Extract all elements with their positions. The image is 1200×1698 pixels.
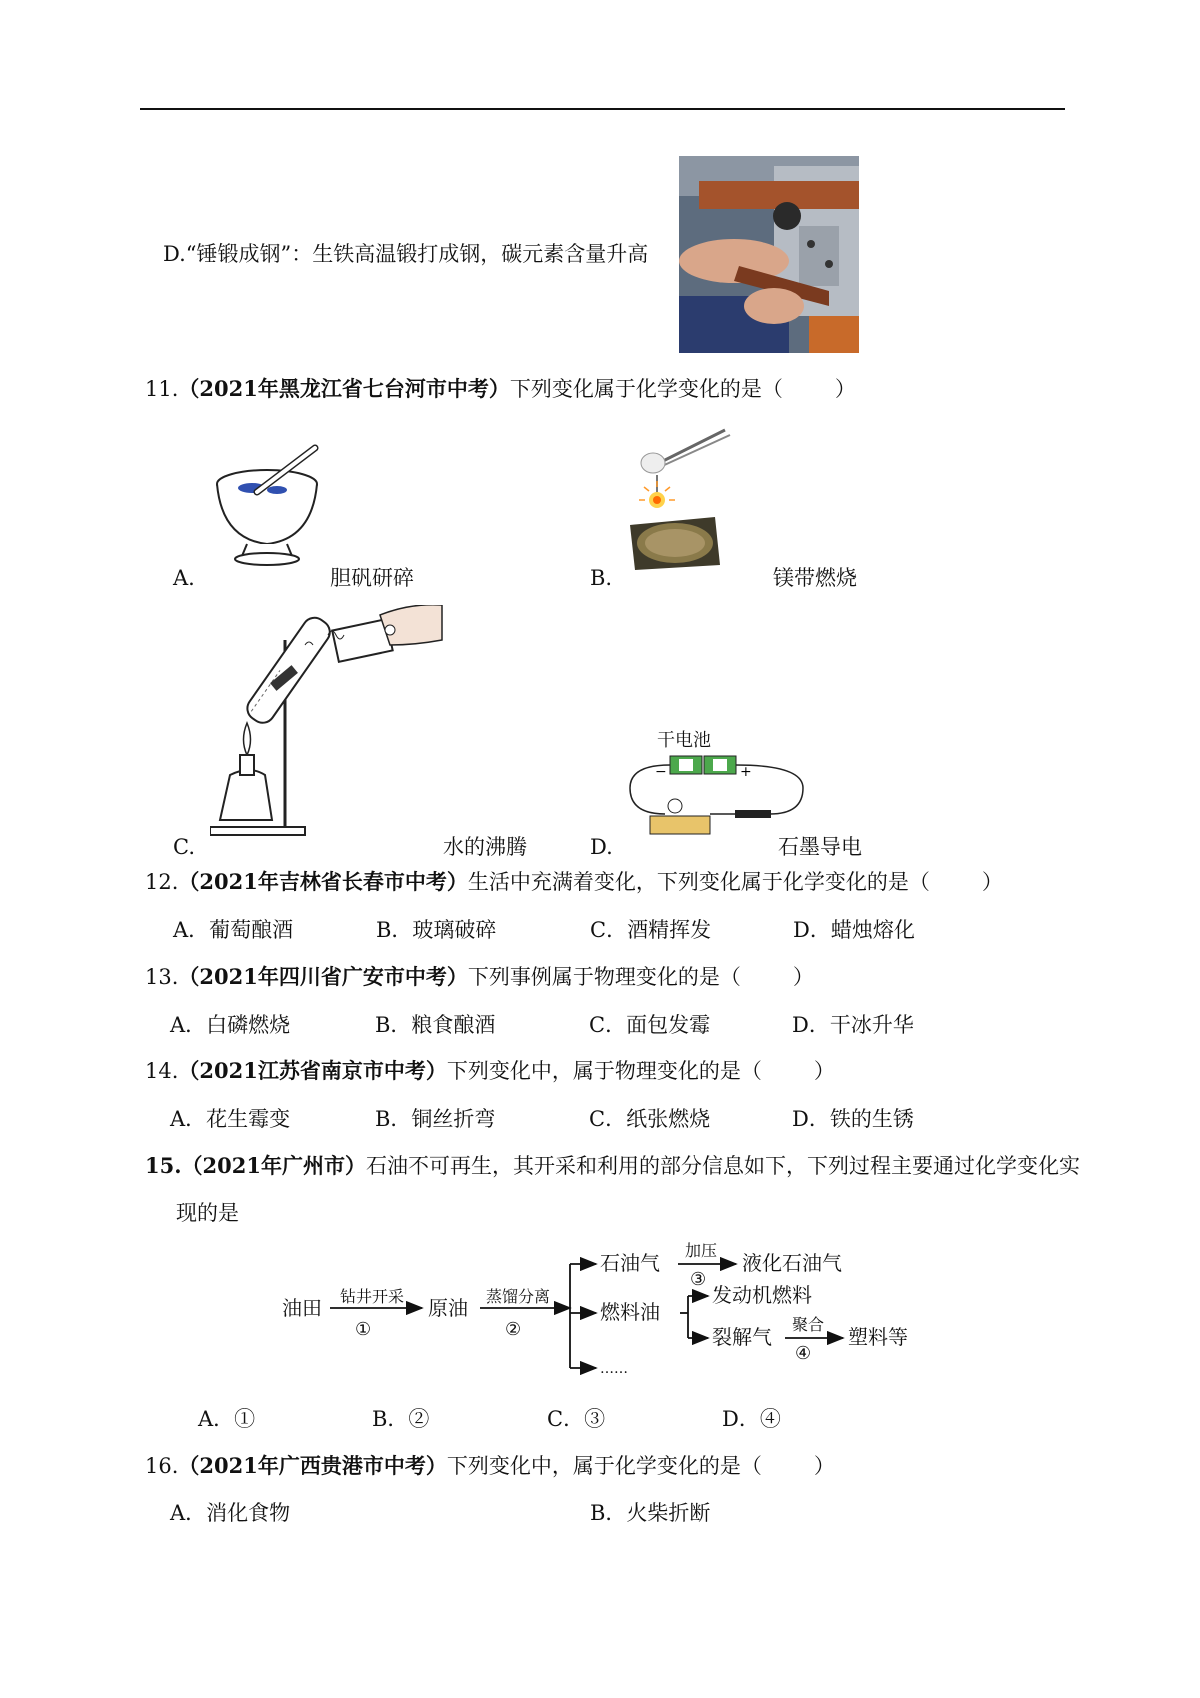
flow-drill: 钻井开采 [340, 1287, 405, 1306]
q11-option-c-caption: 水的沸腾 [443, 835, 527, 859]
battery-label: 干电池 [657, 730, 711, 751]
q12-option-d: D．蜡烛熔化 [793, 918, 915, 942]
svg-text:+: + [740, 764, 752, 780]
q11-option-c-letter: C. [173, 835, 195, 859]
q13-option-b: B．粮食酿酒 [375, 1013, 496, 1037]
q12-option-b: B．玻璃破碎 [376, 918, 497, 942]
magnesium-burning-image [625, 425, 775, 570]
q13-option-d: D．干冰升华 [792, 1013, 914, 1037]
q13-stem: 13.（2021年四川省广安市中考）下列事例属于物理变化的是（ ） [145, 964, 814, 989]
flow-n4: ④ [795, 1343, 812, 1364]
q11-option-d-letter: D. [590, 835, 613, 859]
q16-stem: 16.（2021年广西贵港市中考）下列变化中，属于化学变化的是（ ） [145, 1453, 835, 1478]
mortar-pestle-image [207, 444, 327, 569]
q11-option-a-letter: A. [173, 566, 195, 590]
flow-pressurize: 加压 [685, 1241, 718, 1260]
svg-text:−: − [655, 764, 667, 780]
q15-option-c: C．③ [547, 1407, 606, 1431]
q11-option-b-caption: 镁带燃烧 [773, 566, 857, 590]
flow-oilfield: 油田 [282, 1296, 322, 1320]
q11-option-b-letter: B. [590, 566, 613, 590]
flow-petrogas: 石油气 [600, 1251, 660, 1275]
flow-polymerize: 聚合 [792, 1315, 825, 1334]
q14-option-a: A．花生霉变 [170, 1107, 291, 1131]
q13-option-a: A．白磷燃烧 [170, 1013, 291, 1037]
q15-stem: 15.（2021年广州市）石油不可再生，其开采和利用的部分信息如下，下列过程主要通过化学变化实 [145, 1153, 1080, 1178]
q14-stem: 14.（2021江苏省南京市中考）下列变化中，属于物理变化的是（ ） [145, 1058, 835, 1083]
flow-plastics: 塑料等 [848, 1325, 908, 1349]
header-rule [140, 108, 1065, 110]
q14-option-d: D．铁的生锈 [792, 1107, 914, 1131]
flow-lpg: 液化石油气 [742, 1251, 842, 1275]
q15-option-b: B．② [372, 1407, 430, 1431]
flow-ellipsis: …… [600, 1361, 628, 1377]
q15-stem-continued: 现的是 [176, 1201, 239, 1225]
flow-crude: 原油 [428, 1296, 468, 1320]
q15-option-a: A．① [198, 1407, 256, 1431]
q12-stem: 12.（2021年吉林省长春市中考）生活中充满着变化，下列变化属于化学变化的是（ ） [145, 869, 1003, 894]
petroleum-flow-diagram [280, 1240, 940, 1380]
q14-option-c: C．纸张燃烧 [589, 1107, 711, 1131]
q11-option-d-caption: 石墨导电 [778, 835, 862, 859]
q15-option-d: D．④ [722, 1407, 781, 1431]
flow-fuel: 燃料油 [600, 1300, 660, 1324]
graphite-circuit-image [625, 728, 810, 838]
forging-photo [679, 156, 859, 353]
q10-option-d: D.“锤锻成钢”：生铁高温锻打成钢，碳元素含量升高 [163, 242, 649, 266]
flow-engine: 发动机燃料 [712, 1283, 812, 1307]
q11-option-a-caption: 胆矾研碎 [330, 566, 414, 590]
q16-option-a: A．消化食物 [170, 1501, 291, 1525]
q16-option-b: B．火柴折断 [590, 1501, 711, 1525]
flow-n2: ② [505, 1319, 522, 1340]
flow-n1: ① [355, 1319, 372, 1340]
q12-option-a: A．葡萄酿酒 [173, 918, 294, 942]
q11-stem: 11.（2021年黑龙江省七台河市中考）下列变化属于化学变化的是（ ） [145, 376, 856, 401]
flow-distill: 蒸馏分离 [486, 1287, 551, 1306]
flow-cracked: 裂解气 [712, 1325, 772, 1349]
q14-option-b: B．铜丝折弯 [375, 1107, 496, 1131]
boiling-water-apparatus-image [210, 605, 445, 840]
q12-option-c: C．酒精挥发 [590, 918, 712, 942]
q13-option-c: C．面包发霉 [589, 1013, 711, 1037]
flow-n3: ③ [690, 1269, 707, 1290]
